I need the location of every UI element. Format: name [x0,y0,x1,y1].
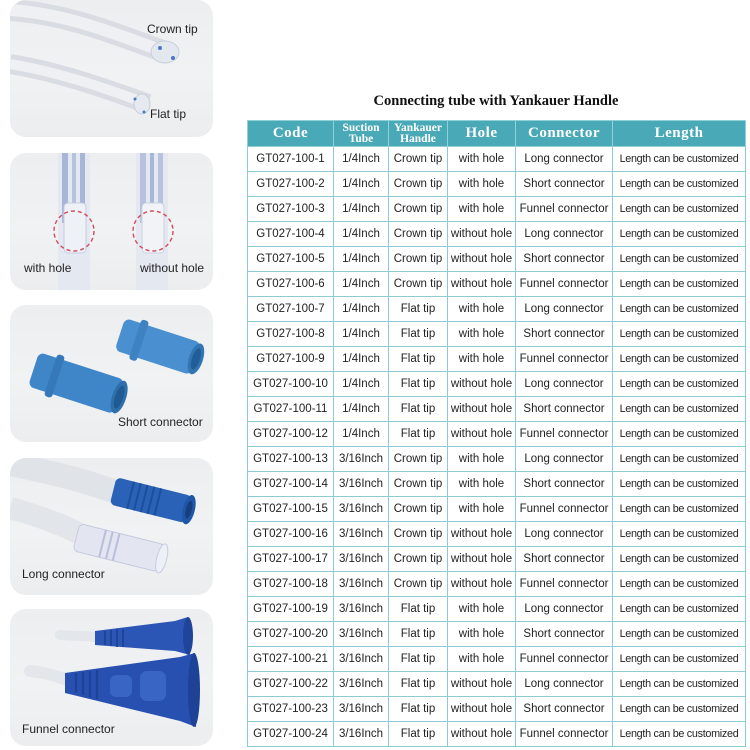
cell-hole: with hole [448,347,516,372]
cell-suction-tube: 3/16Inch [334,547,389,572]
cell-length: Length can be customized [613,147,746,172]
cell-yankauer-handle: Crown tip [389,247,448,272]
cell-hole: with hole [448,172,516,197]
cell-suction-tube: 3/16Inch [334,722,389,747]
cell-length: Length can be customized [613,397,746,422]
cell-code: GT027-100-7 [248,297,334,322]
cell-hole: with hole [448,197,516,222]
card-hole [10,153,213,290]
cell-suction-tube: 3/16Inch [334,647,389,672]
with-hole-label: with hole [24,261,72,275]
cell-connector: Long connector [516,522,613,547]
cell-hole: with hole [448,622,516,647]
cell-code: GT027-100-13 [248,447,334,472]
cell-connector: Short connector [516,397,613,422]
cell-yankauer-handle: Crown tip [389,222,448,247]
cell-code: GT027-100-4 [248,222,334,247]
cell-suction-tube: 1/4Inch [334,222,389,247]
table-row [248,597,746,622]
cell-code: GT027-100-5 [248,247,334,272]
cell-yankauer-handle: Crown tip [389,197,448,222]
table-row [248,347,746,372]
table-row [248,622,746,647]
cell-code: GT027-100-20 [248,622,334,647]
header-handle-line2: Handle [400,132,436,145]
cell-suction-tube: 1/4Inch [334,172,389,197]
cell-hole: without hole [448,672,516,697]
cell-suction-tube: 3/16Inch [334,597,389,622]
cell-yankauer-handle: Crown tip [389,172,448,197]
cell-connector: Short connector [516,547,613,572]
cell-yankauer-handle: Crown tip [389,547,448,572]
cell-hole: without hole [448,572,516,597]
cell-yankauer-handle: Flat tip [389,322,448,347]
header-suction-tube-line1: Suction [342,121,380,134]
cell-hole: without hole [448,222,516,247]
cell-connector: Short connector [516,322,613,347]
cell-code: GT027-100-16 [248,522,334,547]
cell-yankauer-handle: Crown tip [389,147,448,172]
cell-hole: with hole [448,447,516,472]
cell-suction-tube: 1/4Inch [334,247,389,272]
cell-length: Length can be customized [613,547,746,572]
cell-length: Length can be customized [613,597,746,622]
cell-hole: without hole [448,247,516,272]
cell-yankauer-handle: Flat tip [389,397,448,422]
cell-connector: Long connector [516,672,613,697]
cell-connector: Funnel connector [516,647,613,672]
table-row [248,447,746,472]
cell-code: GT027-100-18 [248,572,334,597]
card-short-connector [10,305,213,442]
table-row [248,247,746,272]
table-row [248,422,746,447]
header-connector: Connector [516,121,613,147]
cell-hole: without hole [448,397,516,422]
cell-code: GT027-100-23 [248,697,334,722]
cell-yankauer-handle: Crown tip [389,272,448,297]
table-row [248,222,746,247]
cell-code: GT027-100-9 [248,347,334,372]
cell-length: Length can be customized [613,172,746,197]
cell-suction-tube: 3/16Inch [334,497,389,522]
cell-code: GT027-100-19 [248,597,334,622]
cell-connector: Funnel connector [516,272,613,297]
cell-length: Length can be customized [613,297,746,322]
header-suction-tube-line2: Tube [348,132,374,145]
cell-code: GT027-100-11 [248,397,334,422]
card-tips [10,0,213,137]
cell-connector: Short connector [516,622,613,647]
header-hole: Hole [448,121,516,147]
cell-suction-tube: 3/16Inch [334,672,389,697]
cell-connector: Funnel connector [516,422,613,447]
table-row [248,472,746,497]
cell-code: GT027-100-21 [248,647,334,672]
cell-connector: Funnel connector [516,197,613,222]
cell-code: GT027-100-14 [248,472,334,497]
table-header-row [248,121,746,147]
cell-suction-tube: 1/4Inch [334,347,389,372]
cell-suction-tube: 3/16Inch [334,447,389,472]
cell-length: Length can be customized [613,622,746,647]
cell-yankauer-handle: Crown tip [389,497,448,522]
table-row [248,697,746,722]
cell-code: GT027-100-8 [248,322,334,347]
cell-length: Length can be customized [613,647,746,672]
table-title: Connecting tube with Yankauer Handle [373,93,619,109]
cell-code: GT027-100-22 [248,672,334,697]
table-row [248,547,746,572]
cell-code: GT027-100-10 [248,372,334,397]
cell-hole: without hole [448,422,516,447]
header-handle-line1: Yankauer [394,121,442,134]
cell-hole: without hole [448,522,516,547]
cell-connector: Funnel connector [516,497,613,522]
cell-length: Length can be customized [613,722,746,747]
table-row [248,372,746,397]
cell-length: Length can be customized [613,672,746,697]
short-connector-label: Short connector [118,415,203,429]
cell-length: Length can be customized [613,572,746,597]
header-yankauer-handle [389,121,448,147]
cell-suction-tube: 1/4Inch [334,297,389,322]
cell-hole: with hole [448,297,516,322]
cell-suction-tube: 1/4Inch [334,147,389,172]
cell-length: Length can be customized [613,272,746,297]
crown-tip-label: Crown tip [147,22,198,36]
cell-hole: without hole [448,372,516,397]
cell-length: Length can be customized [613,347,746,372]
table-row [248,147,746,172]
cell-hole: with hole [448,147,516,172]
cell-code: GT027-100-12 [248,422,334,447]
cell-length: Length can be customized [613,472,746,497]
table-row [248,522,746,547]
cell-code: GT027-100-17 [248,547,334,572]
cell-suction-tube: 3/16Inch [334,697,389,722]
table-row [248,572,746,597]
cell-yankauer-handle: Crown tip [389,447,448,472]
table-row [248,497,746,522]
header-code: Code [248,121,334,147]
cell-code: GT027-100-3 [248,197,334,222]
cell-connector: Funnel connector [516,572,613,597]
cell-yankauer-handle: Flat tip [389,647,448,672]
table-row [248,397,746,422]
cell-yankauer-handle: Flat tip [389,422,448,447]
cell-length: Length can be customized [613,522,746,547]
cell-hole: without hole [448,722,516,747]
table-row [248,322,746,347]
flat-tip-label: Flat tip [150,107,187,121]
cell-length: Length can be customized [613,222,746,247]
cell-yankauer-handle: Crown tip [389,522,448,547]
cell-connector: Short connector [516,472,613,497]
cell-yankauer-handle: Crown tip [389,472,448,497]
cell-connector: Long connector [516,597,613,622]
cell-connector: Long connector [516,297,613,322]
cell-length: Length can be customized [613,422,746,447]
table-row [248,722,746,747]
cell-length: Length can be customized [613,247,746,272]
cell-length: Length can be customized [613,697,746,722]
table-row [248,197,746,222]
table-row [248,172,746,197]
cell-hole: without hole [448,272,516,297]
cell-hole: with hole [448,647,516,672]
cell-suction-tube: 3/16Inch [334,522,389,547]
cell-code: GT027-100-6 [248,272,334,297]
cell-suction-tube: 3/16Inch [334,572,389,597]
table-row [248,297,746,322]
cell-yankauer-handle: Flat tip [389,297,448,322]
cell-connector: Long connector [516,447,613,472]
cell-connector: Short connector [516,247,613,272]
cell-suction-tube: 3/16Inch [334,472,389,497]
cell-suction-tube: 1/4Inch [334,372,389,397]
cell-suction-tube: 1/4Inch [334,397,389,422]
cell-length: Length can be customized [613,372,746,397]
cell-hole: with hole [448,322,516,347]
cell-yankauer-handle: Flat tip [389,622,448,647]
cell-hole: without hole [448,547,516,572]
card-long-connector [10,458,213,595]
cell-code: GT027-100-2 [248,172,334,197]
cell-yankauer-handle: Flat tip [389,672,448,697]
funnel-connector-label: Funnel connector [22,722,115,736]
cell-yankauer-handle: Flat tip [389,347,448,372]
header-suction-tube [334,121,389,147]
cell-yankauer-handle: Crown tip [389,572,448,597]
cell-code: GT027-100-1 [248,147,334,172]
cell-code: GT027-100-24 [248,722,334,747]
cell-suction-tube: 1/4Inch [334,272,389,297]
cell-hole: with hole [448,597,516,622]
cell-length: Length can be customized [613,447,746,472]
cell-connector: Long connector [516,372,613,397]
cell-yankauer-handle: Flat tip [389,722,448,747]
cell-length: Length can be customized [613,197,746,222]
cell-connector: Funnel connector [516,347,613,372]
cell-yankauer-handle: Flat tip [389,372,448,397]
table-body [248,147,746,747]
cell-yankauer-handle: Flat tip [389,597,448,622]
spec-table [247,120,746,747]
long-connector-label: Long connector [22,567,105,581]
without-hole-label: without hole [140,261,205,275]
cell-yankauer-handle: Flat tip [389,697,448,722]
cell-connector: Short connector [516,172,613,197]
header-length: Length [613,121,746,147]
cell-suction-tube: 1/4Inch [334,422,389,447]
table-row [248,272,746,297]
cell-connector: Long connector [516,222,613,247]
cell-suction-tube: 1/4Inch [334,197,389,222]
table-row [248,647,746,672]
cell-hole: with hole [448,497,516,522]
cell-suction-tube: 3/16Inch [334,622,389,647]
cell-hole: with hole [448,472,516,497]
cell-connector: Long connector [516,147,613,172]
table-row [248,672,746,697]
cell-hole: without hole [448,697,516,722]
cell-connector: Short connector [516,697,613,722]
cell-code: GT027-100-15 [248,497,334,522]
cell-connector: Funnel connector [516,722,613,747]
cell-suction-tube: 1/4Inch [334,322,389,347]
card-funnel-connector [10,609,213,746]
cell-length: Length can be customized [613,497,746,522]
cell-length: Length can be customized [613,322,746,347]
